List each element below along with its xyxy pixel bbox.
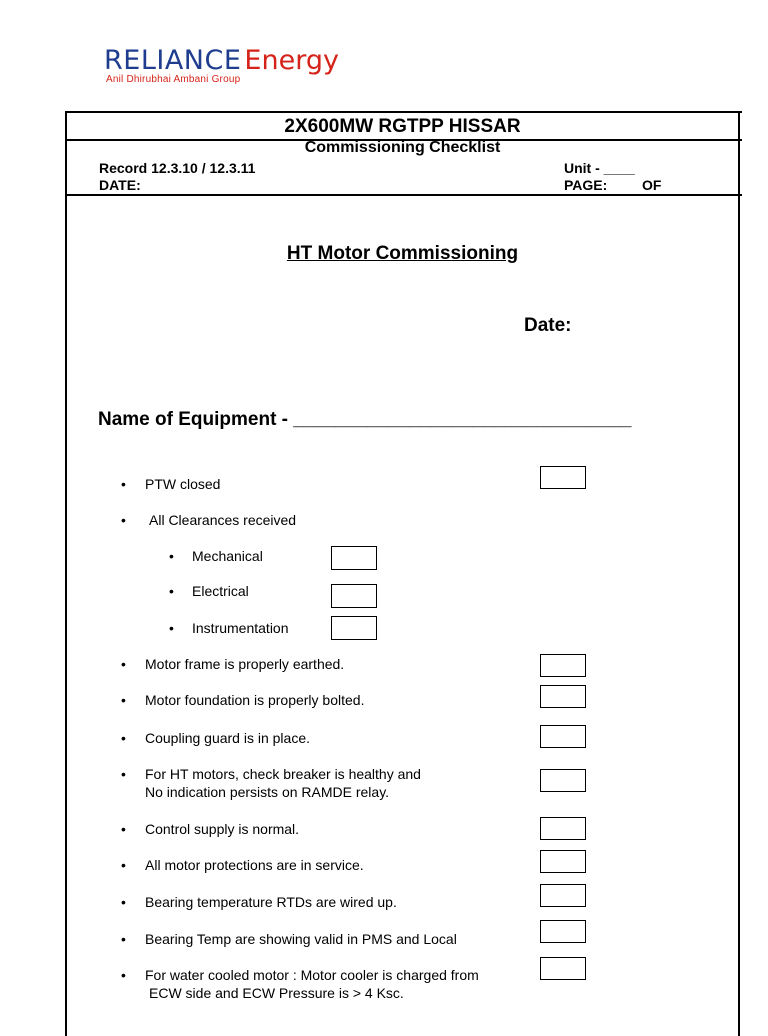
checkbox-electrical[interactable]: [331, 584, 377, 608]
page-of-label: OF: [642, 177, 662, 193]
item-water-cooled-line-1: For water cooled motor : Motor cooler is charged from: [145, 967, 479, 983]
page-label: PAGE:: [564, 177, 608, 193]
checkbox-mechanical[interactable]: [331, 546, 377, 570]
item-control-supply: Control supply is normal.: [145, 821, 300, 837]
bullet: •: [121, 730, 126, 746]
checkbox-rtds-wired[interactable]: [540, 884, 586, 907]
header-date-label: DATE:: [99, 177, 141, 193]
item-rtds-wired: Bearing temperature RTDs are wired up.: [145, 894, 397, 910]
unit-field: Unit - ____: [564, 160, 635, 176]
checkbox-foundation-bolted[interactable]: [540, 685, 586, 708]
checkbox-control-supply[interactable]: [540, 817, 586, 840]
checkbox-protections[interactable]: [540, 850, 586, 873]
item-foundation-bolted: Motor foundation is properly bolted.: [145, 692, 365, 708]
item-coupling-guard: Coupling guard is in place.: [145, 730, 310, 746]
logo-energy-text: Energy: [244, 45, 339, 76]
record-number: Record 12.3.10 / 12.3.11: [99, 160, 256, 176]
item-instrumentation: Instrumentation: [192, 620, 289, 636]
commissioning-date-label: Date:: [524, 315, 572, 336]
document-title: 2X600MW RGTPP HISSAR: [284, 116, 521, 137]
bullet: •: [121, 692, 126, 708]
checkbox-breaker-healthy[interactable]: [540, 769, 586, 792]
item-mechanical: Mechanical: [192, 548, 263, 564]
checkbox-water-cooled[interactable]: [540, 957, 586, 980]
item-breaker-line-1: For HT motors, check breaker is healthy and: [145, 766, 421, 782]
bullet: •: [169, 548, 174, 564]
bullet: •: [169, 620, 174, 636]
bullet: •: [169, 583, 174, 599]
logo-group-text: Anil Dhirubhai Ambani Group: [106, 74, 241, 85]
item-electrical: Electrical: [192, 583, 249, 599]
logo-brand-text: RELIANCE: [104, 45, 242, 76]
bullet: •: [121, 476, 126, 492]
equipment-name-field: Name of Equipment - ________________________________: [98, 409, 632, 430]
item-bearing-temp: Bearing Temp are showing valid in PMS and Local: [145, 931, 457, 947]
document-subtitle: Commissioning Checklist: [304, 139, 501, 156]
bullet: •: [121, 857, 126, 873]
bullet: •: [121, 967, 126, 983]
item-water-cooled-line-2: ECW side and ECW Pressure is > 4 Ksc.: [149, 985, 404, 1001]
bullet: •: [121, 656, 126, 672]
section-heading: HT Motor Commissioning: [286, 243, 519, 264]
bullet: •: [121, 894, 126, 910]
checkbox-ptw-closed[interactable]: [540, 466, 586, 489]
checkbox-bearing-temp[interactable]: [540, 920, 586, 943]
frame-top-rule: [65, 111, 742, 113]
item-breaker-line-2: No indication persists on RAMDE relay.: [145, 784, 390, 800]
item-ptw-closed: PTW closed: [145, 476, 221, 492]
bullet: •: [121, 821, 126, 837]
checkbox-frame-earthed[interactable]: [540, 654, 586, 677]
bullet: •: [121, 512, 126, 528]
bullet: •: [121, 931, 126, 947]
item-frame-earthed: Motor frame is properly earthed.: [145, 656, 345, 672]
bullet: •: [121, 766, 126, 782]
item-clearances-received: All Clearances received: [149, 512, 297, 528]
checkbox-instrumentation[interactable]: [331, 616, 377, 640]
checkbox-coupling-guard[interactable]: [540, 725, 586, 748]
item-protections: All motor protections are in service.: [145, 857, 364, 873]
reliance-energy-logo: [104, 46, 339, 85]
header-bottom-rule: [65, 194, 742, 196]
